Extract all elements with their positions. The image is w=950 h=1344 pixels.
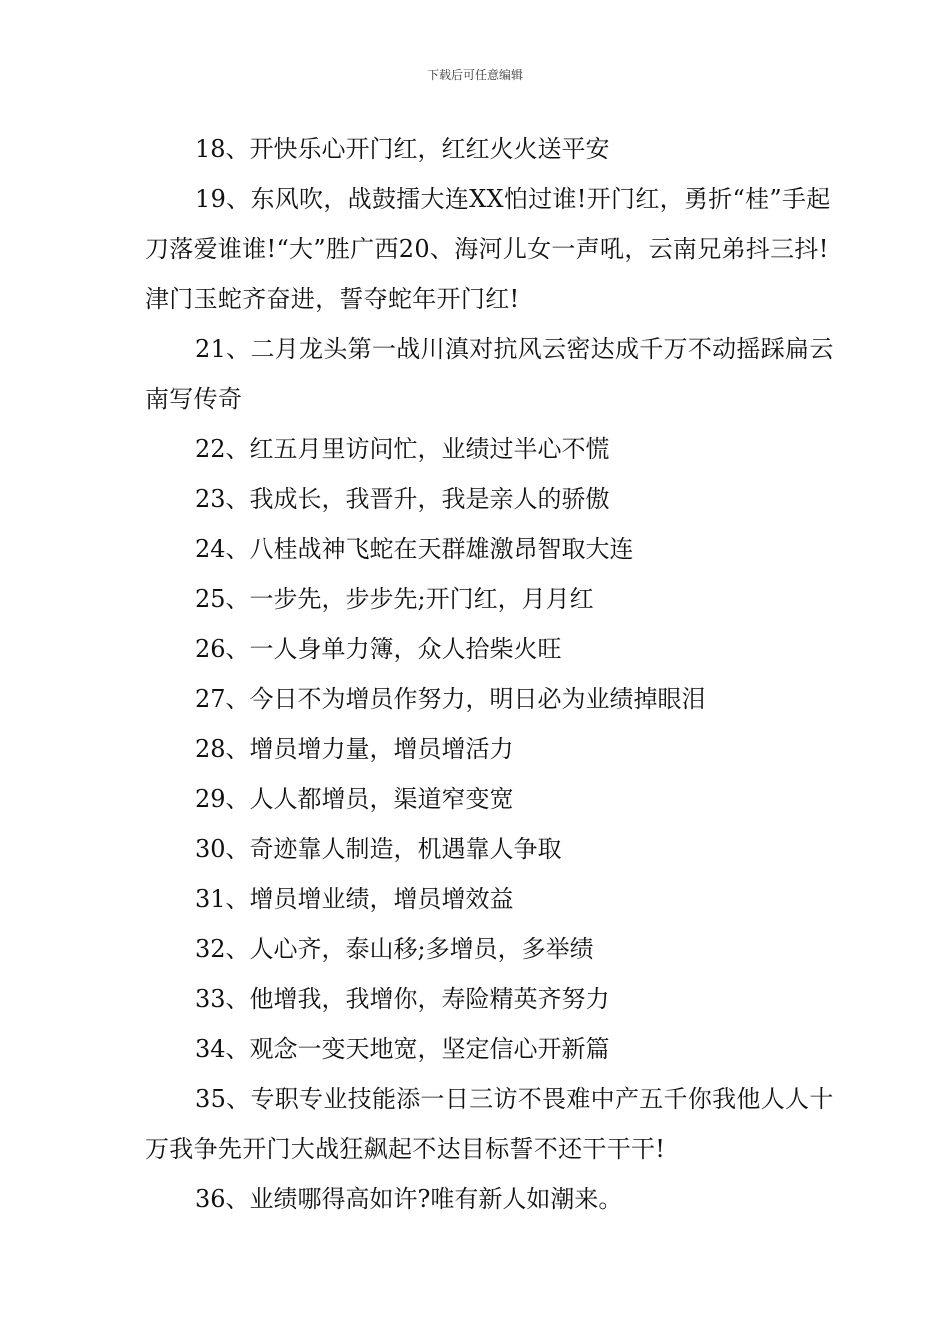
list-item: 21、二月龙头第一战川滇对抗风云密达成千万不动摇踩扁云南写传奇	[145, 335, 834, 413]
list-item: 27、今日不为增员作努力，明日必为业绩掉眼泪	[195, 685, 706, 713]
list-item: 28、增员增力量，增员增活力	[195, 735, 514, 763]
page-header: 下载后可任意编辑	[426, 68, 523, 82]
list-item: 23、我成长，我晋升，我是亲人的骄傲	[195, 485, 610, 513]
list-item: 34、观念一变天地宽，坚定信心开新篇	[195, 1035, 610, 1063]
list-item: 19、东风吹，战鼓擂大连XX怕过谁!开门红，勇折“桂”手起刀落爱谁谁!“大”胜广西20、海河儿女一声吼，云南兄弟抖三抖!津门玉蛇齐奋进，誓夺蛇年开门红!	[145, 185, 831, 313]
list-item: 31、增员增业绩，增员增效益	[195, 885, 514, 913]
document-body	[145, 124, 835, 1224]
list-item: 30、奇迹靠人制造，机遇靠人争取	[195, 835, 562, 863]
list-item: 26、一人身单力簿，众人拾柴火旺	[195, 635, 562, 663]
list-item: 32、人心齐，泰山移;多增员，多举绩	[195, 935, 594, 963]
list-item: 29、人人都增员，渠道窄变宽	[195, 785, 514, 813]
list-item: 25、一步先，步步先;开门红，月月红	[195, 585, 594, 613]
list-item: 22、红五月里访问忙，业绩过半心不慌	[195, 435, 610, 463]
list-item: 36、业绩哪得高如许?唯有新人如潮来。	[195, 1185, 623, 1213]
list-item: 35、专职专业技能添一日三访不畏难中产五千你我他人人十万我争先开门大战狂飙起不达目标誓不还干干干!	[145, 1085, 834, 1163]
list-item: 24、八桂战神飞蛇在天群雄激昂智取大连	[195, 535, 634, 563]
list-item: 33、他增我，我增你，寿险精英齐努力	[195, 985, 610, 1013]
list-item: 18、开快乐心开门红，红红火火送平安	[195, 135, 610, 163]
